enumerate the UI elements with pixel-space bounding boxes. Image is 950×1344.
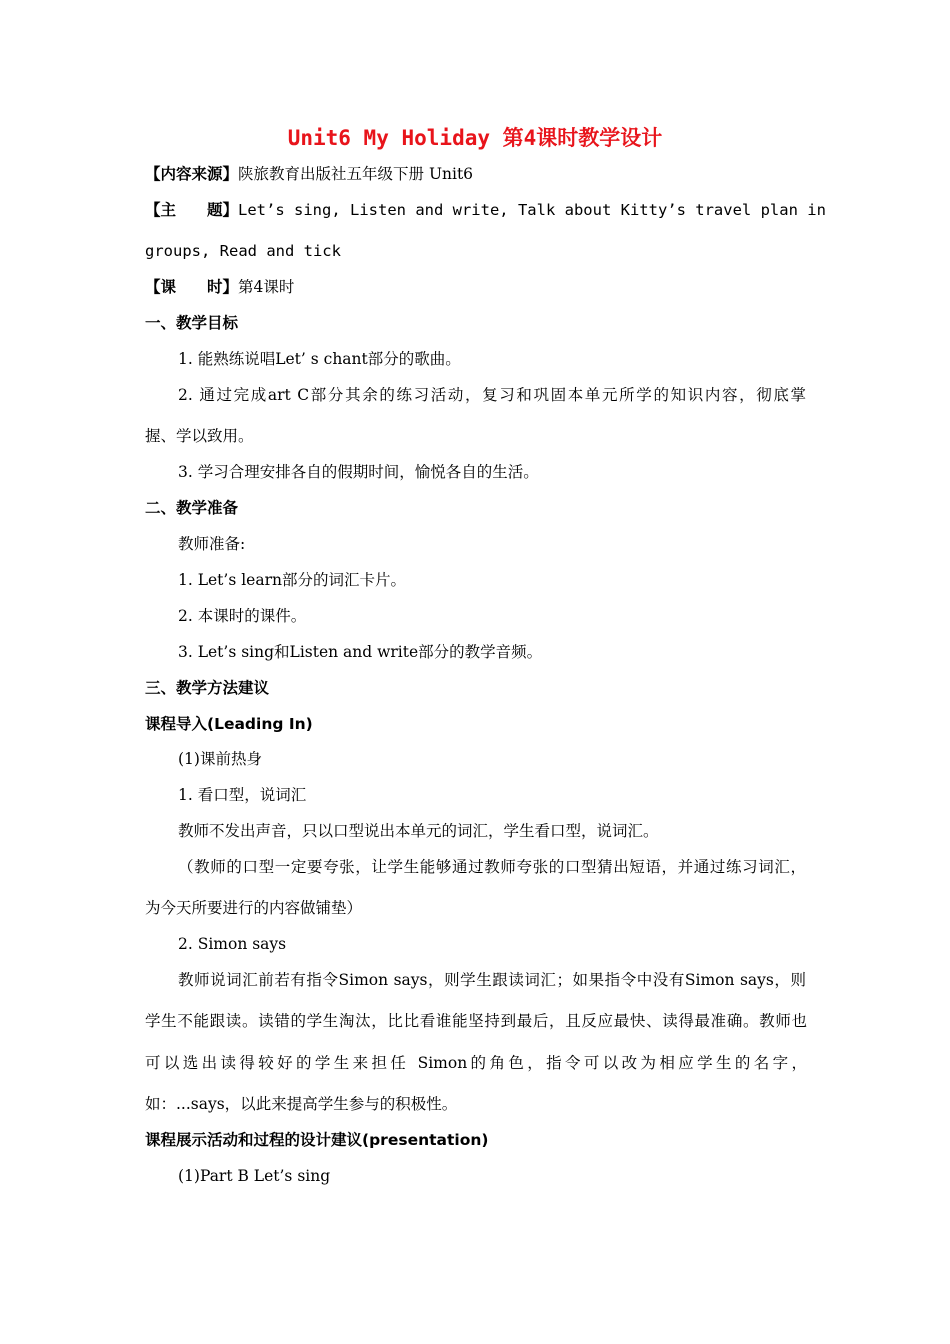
step1-note-line2: 为今天所要进行的内容做铺垫） bbox=[145, 899, 363, 917]
document-title: Unit6 My Holiday 第4课时教学设计 bbox=[287, 126, 663, 150]
period-value: 第4课时 bbox=[238, 278, 295, 296]
step1-desc: 教师不发出声音，只以口型说出本单元的词汇，学生看口型，说词汇。 bbox=[178, 822, 659, 840]
section3-sub1: 课程导入(Leading In) bbox=[145, 715, 313, 733]
section1-item2-line2: 握、学以致用。 bbox=[145, 427, 254, 445]
section3-heading: 三、教学方法建议 bbox=[145, 679, 270, 697]
step1-title: 1. 看口型，说词汇 bbox=[178, 786, 307, 804]
section1-item1: 1. 能熟练说唱Let’ s chant部分的歌曲。 bbox=[178, 350, 461, 368]
step2-title: 2. Simon says bbox=[178, 935, 287, 953]
section2-intro: 教师准备: bbox=[178, 535, 246, 553]
section2-item1: 1. Let’s learn部分的词汇卡片。 bbox=[178, 571, 406, 589]
step2-line3: 可以选出读得较好的学生来担任 Simon的角色，指令可以改为相应学生的名字， bbox=[145, 1054, 807, 1072]
topic-value-line1: Let’s sing, Listen and write, Talk about Kitty’s travel plan in bbox=[238, 201, 826, 219]
section2-item2: 2. 本课时的课件。 bbox=[178, 607, 307, 625]
step1-note-line1: （教师的口型一定要夸张，让学生能够通过教师夸张的口型猜出短语，并通过练习词汇， bbox=[178, 858, 806, 876]
warmup-label: (1)课前热身 bbox=[178, 750, 262, 768]
section1-item3: 3. 学习合理安排各自的假期时间，愉悦各自的生活。 bbox=[178, 463, 539, 481]
step2-line1: 教师说词汇前若有指令Simon says，则学生跟读词汇；如果指令中没有Simon says，则 bbox=[178, 971, 806, 989]
section3-sub2: 课程展示活动和过程的设计建议(presentation) bbox=[145, 1131, 489, 1149]
step2-line4: 如：...says，以此来提高学生参与的积极性。 bbox=[145, 1095, 458, 1113]
step2-line2: 学生不能跟读。读错的学生淘汰，比比看谁能坚持到最后，且反应最快、读得最准确。教师也 bbox=[145, 1012, 807, 1030]
part-b-label: (1)Part B Let’s sing bbox=[178, 1167, 331, 1185]
section2-heading: 二、教学准备 bbox=[145, 499, 239, 517]
section1-item2-line1: 2. 通过完成art C部分其余的练习活动，复习和巩固本单元所学的知识内容，彻底掌 bbox=[178, 386, 806, 404]
topic-row bbox=[145, 200, 826, 220]
topic-label: 【主 题】 bbox=[145, 201, 239, 219]
period-row bbox=[145, 277, 294, 297]
section1-heading: 一、教学目标 bbox=[145, 314, 239, 332]
source-value: 陕旅教育出版社五年级下册 Unit6 bbox=[238, 165, 474, 183]
source-label: 【内容来源】 bbox=[145, 165, 239, 183]
section2-item3: 3. Let’s sing和Listen and write部分的教学音频。 bbox=[178, 643, 543, 661]
source-row bbox=[145, 164, 473, 184]
period-label: 【课 时】 bbox=[145, 278, 239, 296]
topic-value-line2: groups, Read and tick bbox=[145, 242, 341, 260]
